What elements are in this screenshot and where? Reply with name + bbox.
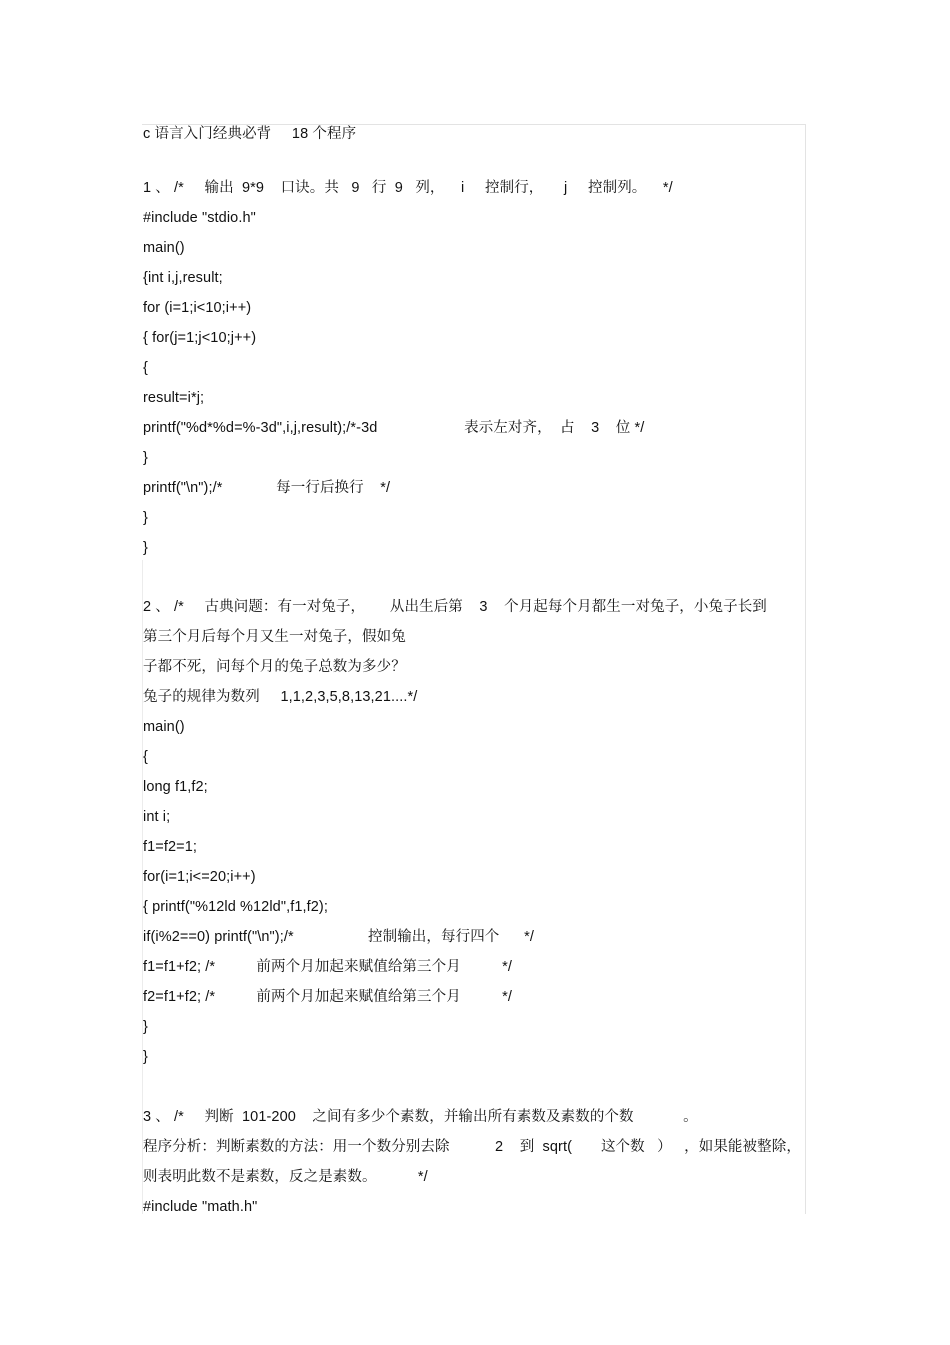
text-line: 3 、 /* 判断 101-200 之间有多少个素数，并输出所有素数及素数的个数 。 [143,1109,698,1125]
text-line: } [143,450,148,466]
text-line: 子都不死，问每个月的兔子总数为多少？ [143,659,406,675]
text-line: } [143,510,148,526]
text-line: { [143,749,148,765]
text-line: if(i%2==0) printf("\n");/* 控制输出，每行四个 */ [143,929,535,945]
text-line: { [143,360,148,376]
text-line: } [143,1049,148,1065]
text-line: 则表明此数不是素数，反之是素数。 */ [143,1169,428,1185]
text-line: #include "math.h" [143,1199,258,1215]
text-line: f2=f1+f2; /* 前两个月加起来赋值给第三个月 */ [143,989,512,1005]
text-line: } [143,1019,148,1035]
text-line: for (i=1;i<10;i++) [143,300,252,316]
document-title: c 语言入门经典必背 18 个程序 [143,126,357,142]
text-line: 第三个月后每个月又生一对兔子，假如兔 [143,629,406,645]
text-line: main() [143,719,185,735]
text-line: 兔子的规律为数列 1,1,2,3,5,8,13,21....*/ [143,689,418,705]
text-line: result=i*j; [143,390,205,406]
text-line: #include "stdio.h" [143,210,256,226]
text-line: printf("%d*%d=%-3d",i,j,result);/*-3d 表示左对齐， 占 3 位 */ [143,420,645,436]
text-line: 2 、 /* 古典问题：有一对兔子， 从出生后第 3 个月起每个月都生一对兔子，小兔子长到 [143,599,767,615]
text-line: { for(j=1;j<10;j++) [143,330,257,346]
text-line: } [143,540,148,556]
text-line: printf("\n");/* 每一行后换行 */ [143,480,391,496]
text-line: long f1,f2; [143,779,208,795]
text-line: for(i=1;i<=20;i++) [143,869,256,885]
text-line: 1 、 /* 输出 9*9 口诀。共 9 行 9 列， i 控制行， j 控制列。 */ [143,180,673,196]
text-line: f1=f2=1; [143,839,198,855]
text-line: f1=f1+f2; /* 前两个月加起来赋值给第三个月 */ [143,959,512,975]
text-line: 程序分析：判断素数的方法：用一个数分别去除 2 到 sqrt( 这个数 ） ，如果能被整除， [143,1139,801,1155]
text-line: main() [143,240,185,256]
text-line: { printf("%12ld %12ld",f1,f2); [143,899,328,915]
text-line: {int i,j,result; [143,270,223,286]
text-line: int i; [143,809,171,825]
